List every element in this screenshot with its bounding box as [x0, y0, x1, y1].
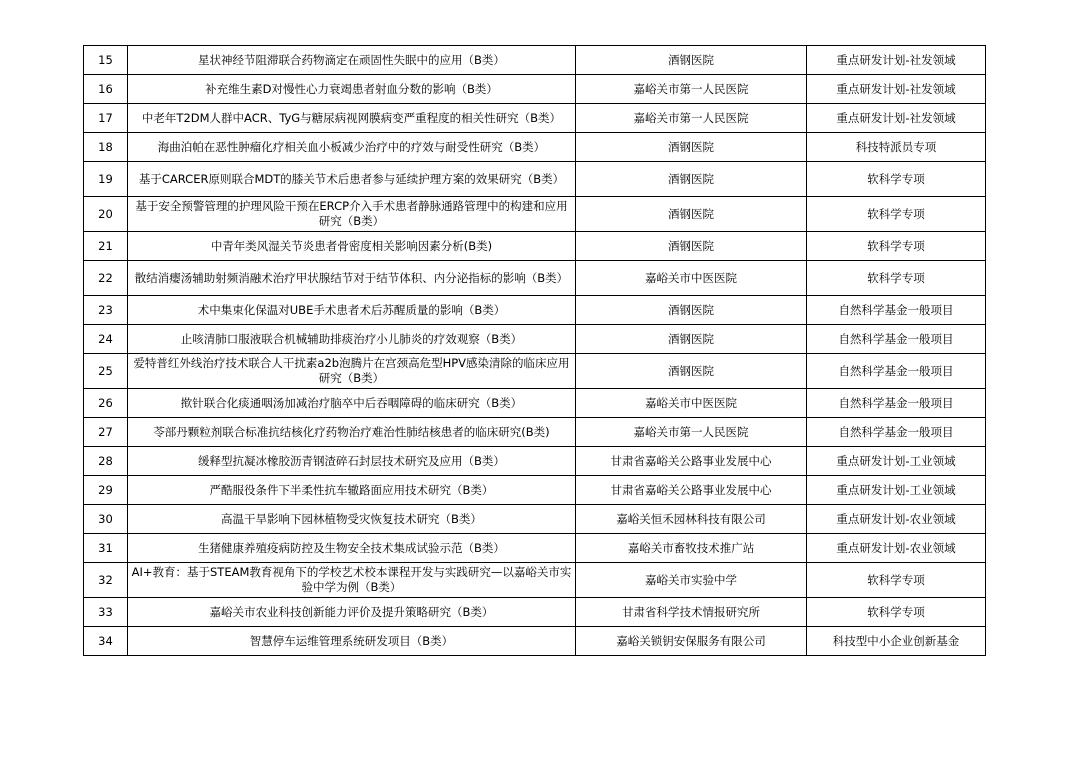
project-category: 重点研发计划-社发领域 [807, 75, 986, 104]
row-number: 17 [84, 104, 128, 133]
project-category: 自然科学基金一般项目 [807, 296, 986, 325]
table-row [84, 598, 986, 627]
project-list-body [84, 46, 986, 656]
undertaking-unit: 嘉峪关恒禾园林科技有限公司 [576, 505, 807, 534]
row-number: 27 [84, 418, 128, 447]
table-row [84, 232, 986, 261]
undertaking-unit: 酒钢医院 [576, 354, 807, 389]
project-title: 基于CARCER原则联合MDT的膝关节术后患者参与延续护理方案的效果研究（B类） [128, 162, 576, 197]
project-category: 科技特派员专项 [807, 133, 986, 162]
project-category: 自然科学基金一般项目 [807, 418, 986, 447]
undertaking-unit: 嘉峪关市中医医院 [576, 261, 807, 296]
row-number: 19 [84, 162, 128, 197]
project-category: 软科学专项 [807, 162, 986, 197]
project-category: 自然科学基金一般项目 [807, 325, 986, 354]
row-number: 18 [84, 133, 128, 162]
row-number: 28 [84, 447, 128, 476]
undertaking-unit: 酒钢医院 [576, 232, 807, 261]
row-number: 23 [84, 296, 128, 325]
project-title: 揿针联合化痰通咽汤加减治疗脑卒中后吞咽障碍的临床研究（B类） [128, 389, 576, 418]
project-title: 智慧停车运维管理系统研发项目（B类） [128, 627, 576, 656]
row-number: 20 [84, 197, 128, 232]
table-row [84, 133, 986, 162]
project-title: 海曲泊帕在恶性肿瘤化疗相关血小板减少治疗中的疗效与耐受性研究（B类） [128, 133, 576, 162]
row-number: 29 [84, 476, 128, 505]
undertaking-unit: 酒钢医院 [576, 296, 807, 325]
undertaking-unit: 甘肃省嘉峪关公路事业发展中心 [576, 476, 807, 505]
undertaking-unit: 嘉峪关市第一人民医院 [576, 104, 807, 133]
project-category: 软科学专项 [807, 232, 986, 261]
row-number: 26 [84, 389, 128, 418]
table-row [84, 447, 986, 476]
project-title: 严酷服役条件下半柔性抗车辙路面应用技术研究（B类） [128, 476, 576, 505]
project-title: 基于安全预警管理的护理风险干预在ERCP介入手术患者静脉通路管理中的构建和应用研究（B类） [128, 197, 576, 232]
row-number: 30 [84, 505, 128, 534]
project-category: 重点研发计划-工业领域 [807, 476, 986, 505]
project-title: 生猪健康养殖疫病防控及生物安全技术集成试验示范（B类） [128, 534, 576, 563]
table-row [84, 418, 986, 447]
project-category: 自然科学基金一般项目 [807, 354, 986, 389]
project-category: 重点研发计划-工业领域 [807, 447, 986, 476]
row-number: 24 [84, 325, 128, 354]
table-row [84, 261, 986, 296]
row-number: 21 [84, 232, 128, 261]
project-title: AI+教育：基于STEAM教育视角下的学校艺术校本课程开发与实践研究—以嘉峪关市实验中学为例（B类） [128, 563, 576, 598]
project-category: 重点研发计划-社发领域 [807, 46, 986, 75]
table-row [84, 296, 986, 325]
table-row [84, 534, 986, 563]
undertaking-unit: 酒钢医院 [576, 197, 807, 232]
undertaking-unit: 嘉峪关市第一人民医院 [576, 75, 807, 104]
project-title: 中老年T2DM人群中ACR、TyG与糖尿病视网膜病变严重程度的相关性研究（B类） [128, 104, 576, 133]
project-category: 软科学专项 [807, 261, 986, 296]
row-number: 22 [84, 261, 128, 296]
undertaking-unit: 酒钢医院 [576, 46, 807, 75]
table-row [84, 104, 986, 133]
project-category: 软科学专项 [807, 197, 986, 232]
project-title: 散结消瘿汤辅助射频消融术治疗甲状腺结节对于结节体积、内分泌指标的影响（B类） [128, 261, 576, 296]
undertaking-unit: 嘉峪关市畜牧技术推广站 [576, 534, 807, 563]
table-row [84, 389, 986, 418]
undertaking-unit: 嘉峪关市实验中学 [576, 563, 807, 598]
project-category: 重点研发计划-社发领域 [807, 104, 986, 133]
project-category: 软科学专项 [807, 563, 986, 598]
project-title: 星状神经节阻滞联合药物滴定在顽固性失眠中的应用（B类） [128, 46, 576, 75]
table-row [84, 46, 986, 75]
undertaking-unit: 酒钢医院 [576, 162, 807, 197]
undertaking-unit: 嘉峪关市中医医院 [576, 389, 807, 418]
project-title: 中青年类风湿关节炎患者骨密度相关影响因素分析(B类) [128, 232, 576, 261]
table-row [84, 162, 986, 197]
project-title: 止咳清肺口服液联合机械辅助排痰治疗小儿肺炎的疗效观察（B类） [128, 325, 576, 354]
project-category: 科技型中小企业创新基金 [807, 627, 986, 656]
row-number: 34 [84, 627, 128, 656]
project-title: 术中集束化保温对UBE手术患者术后苏醒质量的影响（B类） [128, 296, 576, 325]
table-row [84, 197, 986, 232]
row-number: 25 [84, 354, 128, 389]
table-row [84, 476, 986, 505]
project-title: 高温干旱影响下园林植物受灾恢复技术研究（B类） [128, 505, 576, 534]
project-category: 自然科学基金一般项目 [807, 389, 986, 418]
project-category: 重点研发计划-农业领域 [807, 534, 986, 563]
project-title: 嘉峪关市农业科技创新能力评价及提升策略研究（B类） [128, 598, 576, 627]
project-list-table [83, 45, 986, 656]
table-row [84, 505, 986, 534]
row-number: 33 [84, 598, 128, 627]
project-category: 重点研发计划-农业领域 [807, 505, 986, 534]
table-row [84, 325, 986, 354]
project-title: 爱特普红外线治疗技术联合人干扰素a2b泡腾片在宫颈高危型HPV感染清除的临床应用研究（B类） [128, 354, 576, 389]
project-title: 补充维生素D对慢性心力衰竭患者射血分数的影响（B类） [128, 75, 576, 104]
undertaking-unit: 甘肃省科学技术情报研究所 [576, 598, 807, 627]
undertaking-unit: 嘉峪关市第一人民医院 [576, 418, 807, 447]
project-category: 软科学专项 [807, 598, 986, 627]
project-title: 苓部丹颗粒剂联合标准抗结核化疗药物治疗难治性肺结核患者的临床研究(B类) [128, 418, 576, 447]
undertaking-unit: 甘肃省嘉峪关公路事业发展中心 [576, 447, 807, 476]
table-row [84, 627, 986, 656]
undertaking-unit: 酒钢医院 [576, 325, 807, 354]
row-number: 16 [84, 75, 128, 104]
table-row [84, 563, 986, 598]
row-number: 31 [84, 534, 128, 563]
undertaking-unit: 酒钢医院 [576, 133, 807, 162]
table-row [84, 75, 986, 104]
table-row [84, 354, 986, 389]
row-number: 32 [84, 563, 128, 598]
undertaking-unit: 嘉峪关锁钥安保服务有限公司 [576, 627, 807, 656]
project-title: 缓释型抗凝冰橡胶沥青钢渣碎石封层技术研究及应用（B类） [128, 447, 576, 476]
row-number: 15 [84, 46, 128, 75]
